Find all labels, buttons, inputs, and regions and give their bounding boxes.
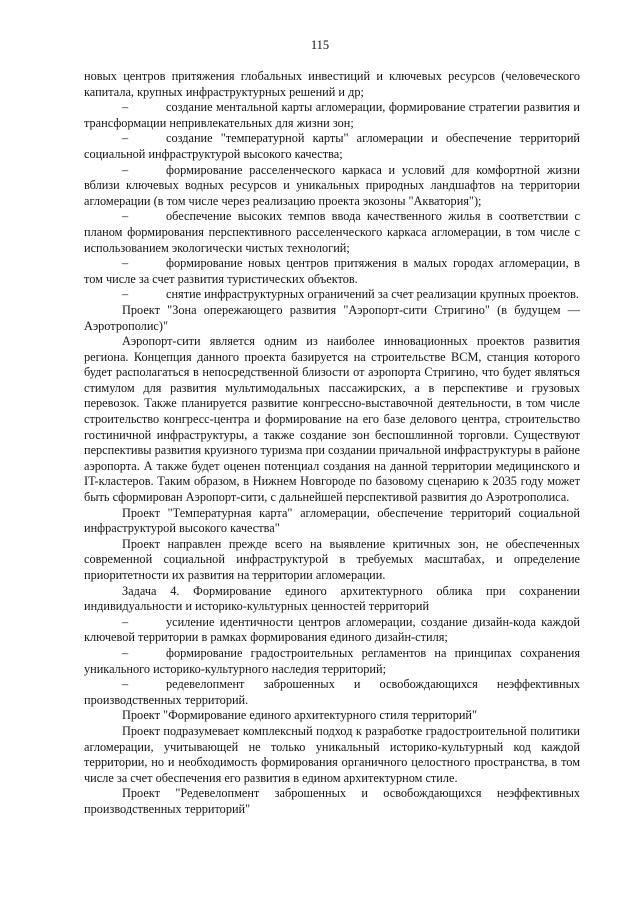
paragraph: Проект "Зона опережающего развития "Аэропорт-сити Стригино" (в будущем — Аэротрополис)" — [84, 302, 580, 333]
list-dash-marker: – — [122, 614, 129, 629]
list-dash-marker: – — [122, 131, 129, 146]
list-item — [84, 256, 580, 287]
list-item-text: редевелопмент заброшенных и освобождающихся неэффективных производственных территорий. — [84, 677, 580, 707]
list-dash-marker: – — [122, 100, 129, 115]
list-dash-marker: – — [122, 209, 129, 224]
list-item-text: формирование новых центров притяжения в малых городах агломерации, в том числе за счет развития туристических объектов. — [84, 256, 580, 286]
paragraph: Проект направлен прежде всего на выявление критичных зон, не обеспеченных современной социальной инфраструктурой в требуемых масштабах, и определение приоритетности их развития на территории агломерации. — [84, 536, 580, 582]
list-item-text: формирование градостроительных регламентов на принципах сохранения уникального историко-культурного наследия территорий; — [84, 645, 580, 676]
list-item — [84, 646, 580, 677]
list-item — [84, 100, 580, 131]
paragraph: Проект "Температурная карта" агломерации, обеспечение территорий социальной инфраструктурой высокого качества" — [84, 505, 580, 536]
list-dash-marker: – — [122, 287, 129, 302]
paragraph: Задача 4. Формирование единого архитектурного облика при сохранении индивидуальности и историко-культурных ценностей территорий — [84, 583, 580, 614]
list-dash-marker: – — [122, 677, 129, 692]
page-number: 115 — [310, 38, 330, 52]
list-item-text: создание ментальной карты агломерации, формирование стратегии развития и трансформации непривлекательных для жизни зон; — [84, 100, 580, 130]
list-item — [84, 615, 580, 646]
list-item-text: создание "температурной карты" агломерации и обеспечение территорий социальной инфраструктурой высокого качества; — [84, 131, 580, 161]
paragraph: Проект "Редевелопмент заброшенных и освобождающихся неэффективных производственных территорий" — [84, 786, 580, 816]
list-dash-marker: – — [122, 162, 129, 177]
list-item — [84, 677, 580, 708]
list-dash-marker: – — [122, 256, 129, 271]
list-item — [84, 163, 580, 210]
paragraph: Аэропорт-сити является одним из наиболее инновационных проектов развития региона. Концепция данного проекта базируется на строительстве ВСМ, станция которого будет располагаться в непосредственной близости от аэропорта Стригино, что будет являться стимулом для развития мультимодальных пассажирских, а в перспективе и грузовых перевозок. Также планируется развитие конгрессно-выставочной деятельности, в том числе строительство конгресс-центра и формирование на его базе делового центра, строительство гостиничной инфраструктуры, а также создание зон беспошлинной торговли. Существуют перспективы развития круизного туризма при создании причальной инфраструктуры в районе аэропорта. А также будет оценен потенциал создания на данной территории медицинского и IT-кластеров. Таким образом, в Нижнем Новгороде по базовому сценарию к 2035 году может быть сформирован Аэропорт-сити, с дальнейшей перспективой развития до Аэротрополиса. — [84, 334, 580, 505]
document-body — [84, 69, 580, 818]
list-item — [84, 131, 580, 162]
list-item-text: усиление идентичности центров агломерации, создание дизайн-кода каждой ключевой территории в рамках формирования единого дизайн-стиля; — [84, 614, 580, 645]
list-item-text: обеспечение высоких темпов ввода качественного жилья в соответствии с планом формирования перспективного расселенческого каркаса агломерации, в том числе с использованием экологически чистых технологий; — [84, 209, 580, 255]
list-item-text: снятие инфраструктурных ограничений за счет реализации крупных проектов. — [166, 287, 579, 302]
list-item — [84, 209, 580, 256]
paragraph: Проект подразумевает комплексный подход к разработке градостроительной политики агломерации, учитывающей не только уникальный историко-культурный код каждой территории, но и необходимость формирования органичного целостного пространства, в том числе за счет обеспечения его развития в едином архитектурном стиле. — [84, 723, 580, 785]
list-item — [84, 287, 580, 303]
paragraph: Проект "Формирование единого архитектурного стиля территорий" — [122, 708, 478, 723]
list-item-text: формирование расселенческого каркаса и условий для комфортной жизни вблизи ключевых водных ресурсов и уникальных природных ландшафтов на территории агломерации (в том числе через реализацию проекта экозоны "Акватория"); — [84, 162, 580, 208]
paragraph: новых центров притяжения глобальных инвестиций и ключевых ресурсов (человеческого капитала, крупных инфраструктурных решений и др; — [84, 69, 580, 99]
list-dash-marker: – — [122, 645, 129, 660]
